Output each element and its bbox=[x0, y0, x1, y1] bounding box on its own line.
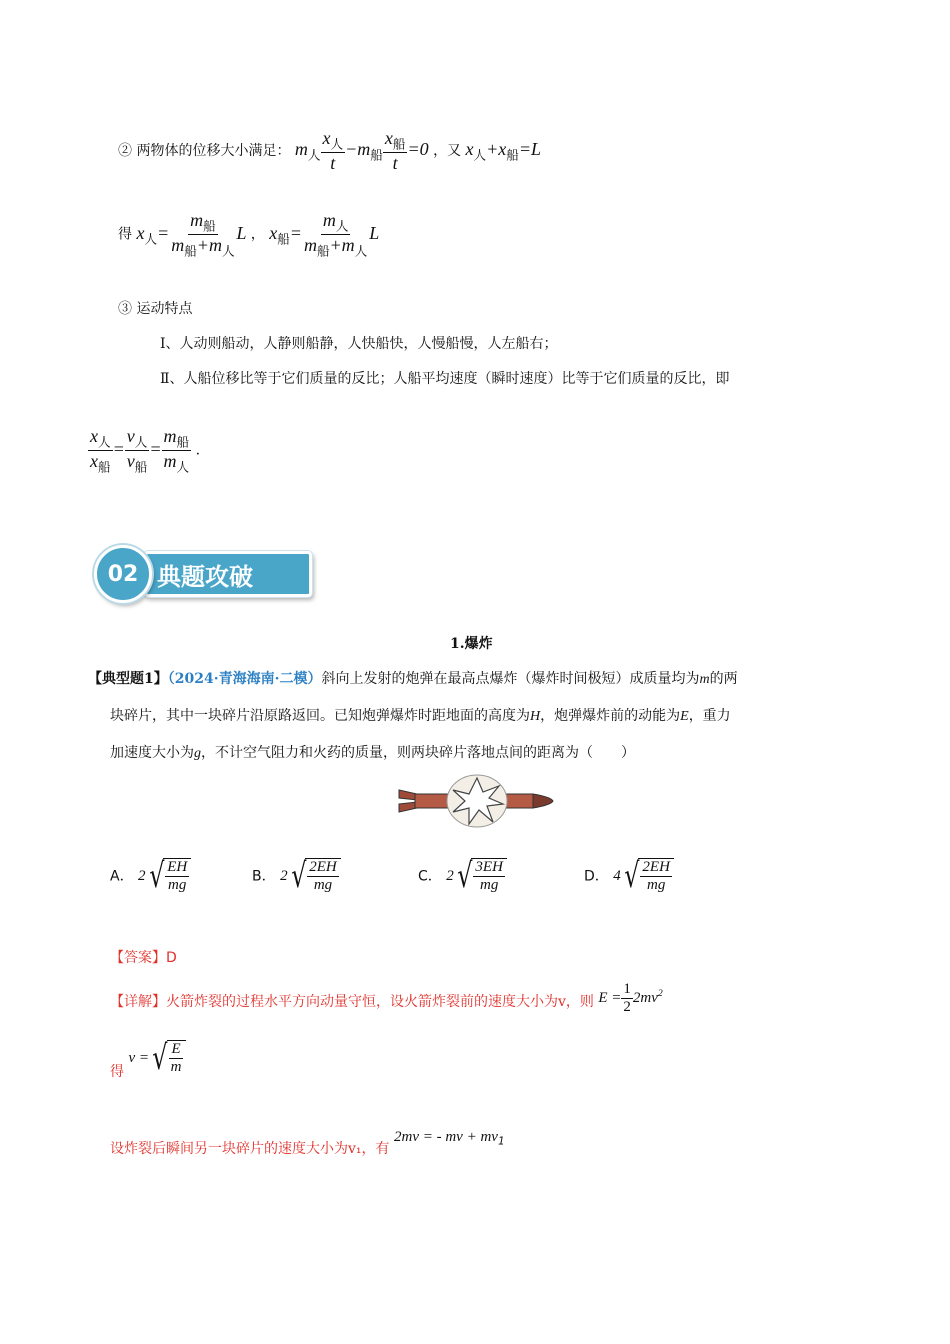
banner-number-circle bbox=[94, 545, 152, 603]
rocket-nose bbox=[533, 794, 553, 808]
banner-number: 02 bbox=[107, 561, 139, 587]
section-banner bbox=[92, 545, 317, 605]
item2-sep: ，又 bbox=[433, 142, 462, 159]
option-c-formula bbox=[446, 858, 507, 895]
option-c[interactable] bbox=[418, 858, 507, 895]
equation-momentum-displacement: $m_人$ $\frac{x_人}{t}$ $-m_船$ $\frac{x_船}{t}$ =0 bbox=[294, 128, 434, 173]
option-d-num: 2EH bbox=[640, 859, 672, 877]
option-c-label: C． bbox=[418, 868, 442, 885]
problem-line-3 bbox=[110, 742, 870, 762]
item2-result-line bbox=[118, 210, 379, 259]
item3-label: ③ 运动特点 bbox=[118, 301, 193, 317]
equation-velocity: v = √ $\frac{E}{m}$ bbox=[128, 1040, 185, 1077]
equation-x-person: $x_人=$ $\frac{m_船}{m_船+m_人}$ L bbox=[136, 210, 251, 259]
feature-point-2: Ⅱ、人船位移比等于它们质量的反比；人船平均速度（瞬时速度）比等于它们质量的反比，即 bbox=[160, 371, 730, 387]
problem-text-3: 块碎片，其中一块碎片沿原路返回。已知炮弹爆炸时距地面的高度为 bbox=[110, 708, 530, 724]
var-E: E bbox=[680, 709, 689, 724]
equation-ratio: $\frac{x_人}{x_船}$ = $\frac{v_人}{v_船}$ = $\frac{m_船}{m_人}$ bbox=[90, 426, 190, 475]
answer-value: D bbox=[166, 950, 177, 966]
problem-line-2 bbox=[110, 705, 870, 725]
ratio-equation-line bbox=[88, 426, 200, 475]
problem-text-2: 的两 bbox=[709, 671, 738, 687]
problem-text-1: 斜向上发射的炮弹在最高点爆炸（爆炸时间极短）成质量均为 bbox=[321, 671, 700, 687]
problem-line-1 bbox=[88, 668, 868, 688]
option-a-coef: 2 bbox=[138, 867, 146, 884]
equation-kinetic-energy: E = $\frac{1}{2}$ $2mv^2$ bbox=[598, 981, 663, 1016]
radical-icon: √ bbox=[290, 856, 306, 897]
item2-get: 得 bbox=[118, 226, 132, 243]
explain-text-3: 设炸裂后瞬间另一块碎片的速度大小为v₁，有 bbox=[110, 1141, 390, 1157]
radical-icon: √ bbox=[148, 856, 164, 897]
explain-line-1 bbox=[110, 981, 663, 1021]
problem-text-4: ，炮弹爆炸前的动能为 bbox=[540, 708, 681, 724]
rocket-tail-fins bbox=[399, 790, 417, 812]
answer-tag: 【答案】 bbox=[110, 950, 166, 966]
option-d-coef: 4 bbox=[613, 867, 621, 884]
var-m: m bbox=[699, 672, 710, 687]
problem-source: （2024·青海海南·二模） bbox=[167, 671, 322, 687]
item2-equation-line bbox=[118, 128, 541, 174]
explain-get: 得 bbox=[110, 1064, 124, 1081]
problem-text-6: 加速度大小为 bbox=[110, 745, 194, 761]
var-H: H bbox=[530, 709, 541, 724]
option-c-num: 3EH bbox=[473, 859, 505, 877]
equation-x-boat: $x_船=$ $\frac{m_人}{m_船+m_人}$ L bbox=[269, 210, 380, 259]
explain-line-2 bbox=[110, 1038, 186, 1081]
option-b-den: mg bbox=[313, 877, 333, 894]
banner-title: 典题攻破 bbox=[157, 562, 253, 591]
problem-text-5: ，重力 bbox=[688, 708, 731, 724]
option-d-den: mg bbox=[646, 877, 666, 894]
feature-point-1: Ⅰ、人动则船动，人静则船静，人快船快，人慢船慢，人左船右； bbox=[160, 336, 558, 352]
rocket-explosion-illustration bbox=[395, 772, 555, 830]
item2-label: ② 两物体的位移大小满足： bbox=[118, 142, 291, 159]
problem-text-7: ，不计空气阻力和火药的质量，则两块碎片落地点间的距离为（ ） bbox=[201, 745, 635, 761]
explain-text-1: 火箭炸裂的过程水平方向动量守恒，设火箭炸裂前的速度大小为v，则 bbox=[166, 994, 594, 1011]
option-d[interactable] bbox=[584, 858, 674, 895]
option-b-num: 2EH bbox=[307, 859, 339, 877]
option-a-den: mg bbox=[168, 877, 187, 894]
option-b-coef: 2 bbox=[280, 867, 288, 884]
explain-line-3 bbox=[110, 1129, 505, 1160]
option-c-coef: 2 bbox=[446, 867, 454, 884]
equation-sum-length: $x_人+x_船=L$ bbox=[465, 138, 542, 163]
option-b-label: B． bbox=[252, 868, 276, 885]
equation-momentum-conservation: 2mv = - mv + $mv_1$ bbox=[393, 1129, 505, 1148]
option-d-label: D． bbox=[584, 868, 609, 885]
option-a-label: A． bbox=[110, 868, 134, 885]
option-a[interactable] bbox=[110, 858, 191, 895]
radical-icon: √ bbox=[152, 1038, 168, 1079]
problem-tag: 【典型题1】 bbox=[88, 671, 168, 687]
option-a-num: EH bbox=[165, 859, 189, 877]
option-c-den: mg bbox=[479, 877, 499, 894]
section-title: 1.爆炸 bbox=[450, 636, 493, 652]
option-a-formula bbox=[138, 858, 191, 895]
item2-comma: ， bbox=[250, 226, 265, 243]
ratio-period: . bbox=[195, 442, 201, 459]
option-b-formula bbox=[280, 858, 341, 895]
radical-icon: √ bbox=[456, 856, 473, 897]
banner-title-bar bbox=[144, 551, 312, 597]
option-b[interactable] bbox=[252, 858, 341, 895]
option-d-formula bbox=[613, 858, 674, 895]
answer-line bbox=[110, 947, 177, 967]
explain-tag: 【详解】 bbox=[110, 994, 166, 1011]
var-g: g bbox=[194, 746, 201, 761]
radical-icon: √ bbox=[623, 856, 640, 897]
